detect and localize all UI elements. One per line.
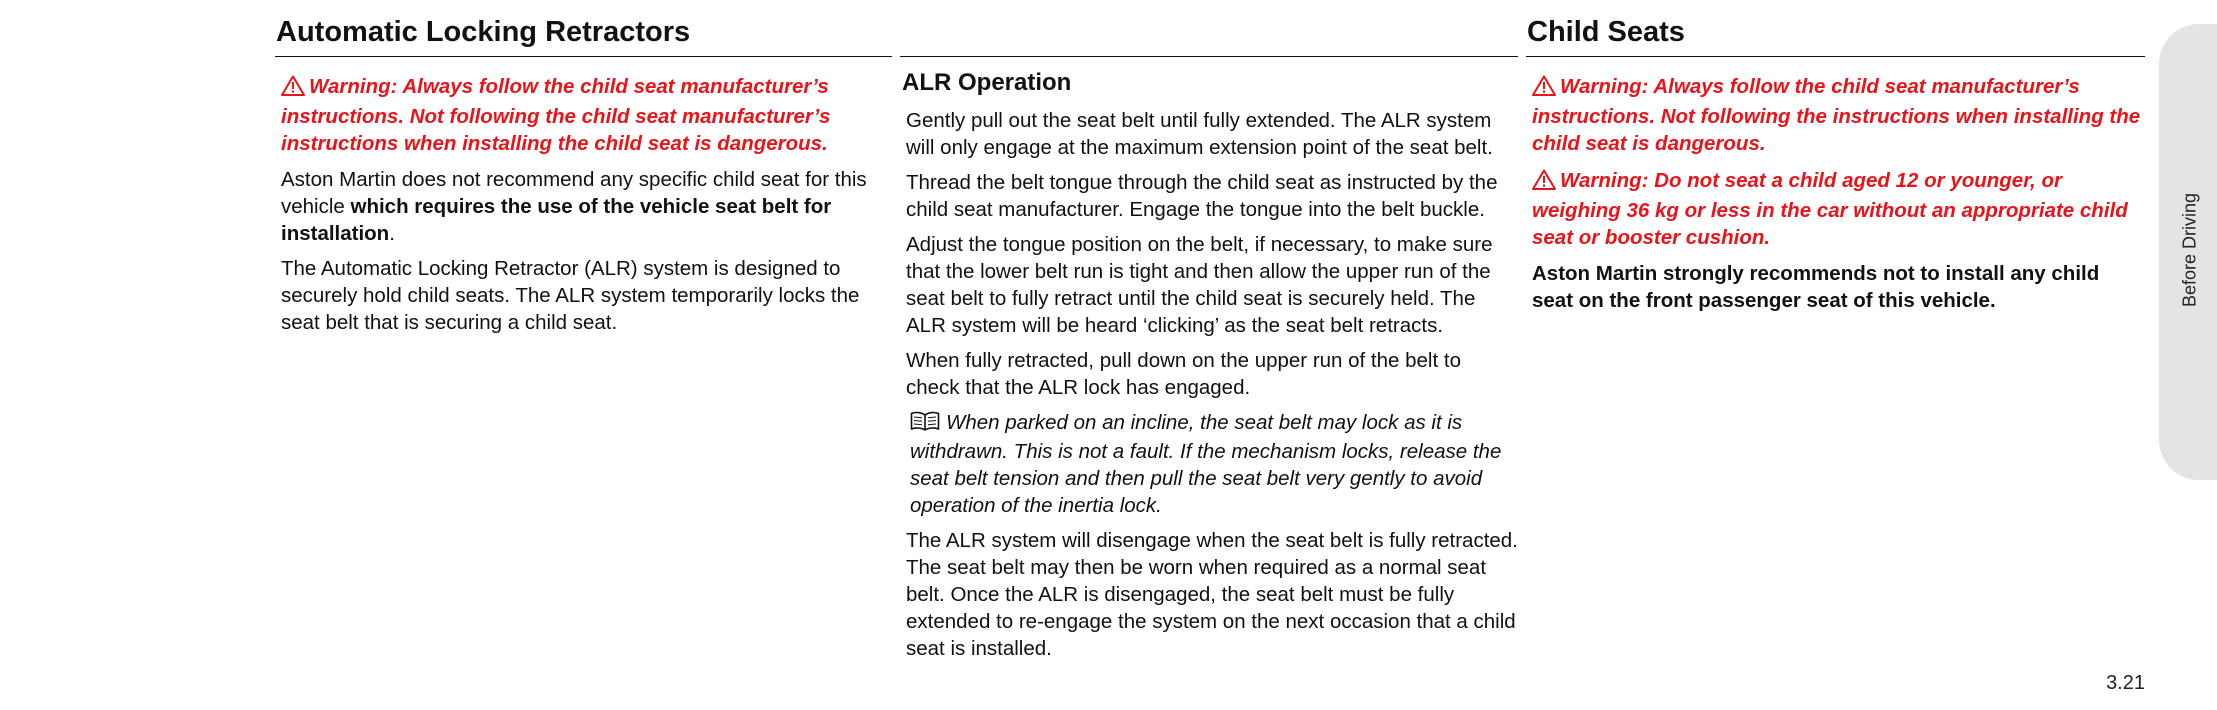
- warning-triangle-icon: [1532, 75, 1556, 103]
- paragraph: The Automatic Locking Retractor (ALR) system is designed to securely hold child seats. The ALR system temporarily locks the seat belt that is securing a child seat.: [281, 257, 860, 334]
- paragraph: When fully retracted, pull down on the upper run of the belt to check that the ALR lock has engaged.: [906, 349, 1461, 399]
- section-header: [275, 0, 892, 57]
- warning-text: Warning: Always follow the child seat manufacturer’s instructions. Not following the child seat manufacturer’s instructions when installing the child seat is dangerous.: [281, 75, 831, 155]
- column-automatic-locking-retractors: [275, 0, 892, 344]
- warning-block: [1532, 73, 2145, 157]
- note-block: [910, 409, 1518, 519]
- warning-text: Warning: Do not seat a child aged 12 or younger, or weighing 36 kg or less in the car without an appropriate child seat or booster cushion.: [1532, 169, 2128, 249]
- paragraph: Adjust the tongue position on the belt, if necessary, to make sure that the lower belt run is tight and then allow the upper run of the seat belt to fully retract until the child seat is securely held. The ALR system will be heard ‘clicking’ as the seat belt retracts.: [906, 233, 1493, 337]
- paragraph: Gently pull out the seat belt until fully extended. The ALR system will only engage at the maximum extension point of the seat belt.: [906, 109, 1493, 159]
- warning-triangle-icon: [281, 75, 305, 103]
- section-header: [1526, 0, 2145, 57]
- note-text: When parked on an incline, the seat belt may lock as it is withdrawn. This is not a fault. If the mechanism locks, release the seat belt tension and then pull the seat belt very gently to avoid operation of the inertia lock.: [910, 411, 1502, 517]
- chapter-tab-label: Before Driving: [2179, 192, 2200, 308]
- warning-block: [1532, 167, 2145, 251]
- paragraph-bold-text: which requires the use of the vehicle seat belt for installation: [281, 195, 832, 245]
- paragraph: [281, 166, 892, 247]
- paragraph: The ALR system will disengage when the seat belt is fully retracted. The seat belt may then be worn when required as a normal seat belt. Once the ALR is disengaged, the seat belt must be fully extended to re-engage the system on the next occasion that a child seat is installed.: [906, 529, 1518, 660]
- paragraph-text-end: .: [389, 222, 395, 245]
- recommendation-paragraph: Aston Martin strongly recommends not to install any child seat on the front passenger seat of this vehicle.: [1532, 262, 2100, 312]
- paragraph: Thread the belt tongue through the child seat as instructed by the child seat manufacturer. Engage the tongue into the belt buckle.: [906, 171, 1498, 221]
- warning-triangle-icon: [1532, 169, 1556, 197]
- subsection-title: ALR Operation: [902, 69, 1072, 96]
- column-alr-operation: [900, 0, 1518, 670]
- paragraph-text: Aston Martin does not recommend any specific child seat for this vehicle: [281, 168, 867, 218]
- open-book-icon: [910, 411, 940, 438]
- warning-text: Warning: Always follow the child seat manufacturer’s instructions. Not following the instructions when installing the child seat is dangerous.: [1532, 75, 2141, 155]
- section-title: Automatic Locking Retractors: [276, 16, 691, 48]
- section-header-rule: [900, 0, 1518, 57]
- section-title: Child Seats: [1527, 16, 1685, 48]
- page-number: 3.21: [2106, 672, 2145, 694]
- column-child-seats: [1526, 0, 2145, 322]
- warning-block: [281, 73, 892, 157]
